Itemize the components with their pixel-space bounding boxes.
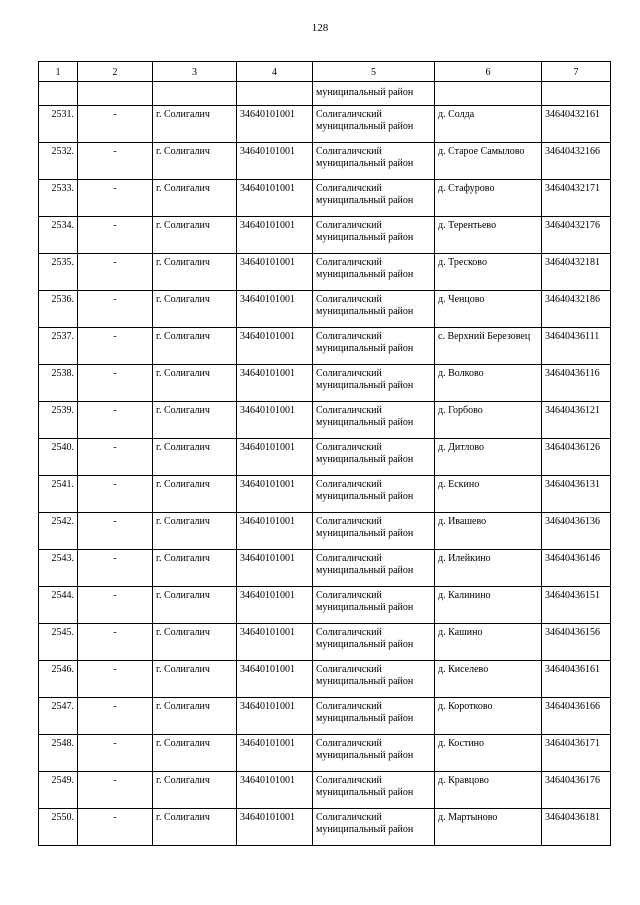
cell-empty xyxy=(435,82,542,106)
cell-district xyxy=(313,143,435,180)
cell-row-number: 2543. xyxy=(39,550,78,587)
cell-district-continuation: муниципальный район xyxy=(313,82,435,106)
cell-city-code: 34640101001 xyxy=(237,661,313,698)
district-type: муниципальный район xyxy=(316,565,414,576)
cell-district xyxy=(313,735,435,772)
district-type: муниципальный район xyxy=(316,787,414,798)
cell-district xyxy=(313,180,435,217)
cell-dash: - xyxy=(78,328,153,365)
district-name: Солигаличский xyxy=(316,738,382,749)
cell-row-number: 2533. xyxy=(39,180,78,217)
cell-city-code: 34640101001 xyxy=(237,328,313,365)
cell-row-number: 2550. xyxy=(39,809,78,846)
cell-oktmo-code: 34640436176 xyxy=(542,772,611,809)
table-row xyxy=(39,661,611,698)
cell-oktmo-code: 34640432176 xyxy=(542,217,611,254)
cell-dash: - xyxy=(78,772,153,809)
cell-city: г. Солигалич xyxy=(153,402,237,439)
cell-district xyxy=(313,587,435,624)
cell-city-code: 34640101001 xyxy=(237,143,313,180)
district-name: Солигаличский xyxy=(316,664,382,675)
continuation-row xyxy=(39,82,611,106)
district-type: муниципальный район xyxy=(316,602,414,613)
cell-city-code: 34640101001 xyxy=(237,439,313,476)
cell-locality: д. Кравцово xyxy=(435,772,542,809)
district-name: Солигаличский xyxy=(316,183,382,194)
table-row xyxy=(39,106,611,143)
cell-oktmo-code: 34640432171 xyxy=(542,180,611,217)
cell-oktmo-code: 34640432166 xyxy=(542,143,611,180)
cell-dash: - xyxy=(78,402,153,439)
district-name: Солигаличский xyxy=(316,109,382,120)
cell-empty xyxy=(39,82,78,106)
district-name: Солигаличский xyxy=(316,516,382,527)
cell-dash: - xyxy=(78,254,153,291)
cell-row-number: 2539. xyxy=(39,402,78,439)
cell-empty xyxy=(153,82,237,106)
table-row xyxy=(39,291,611,328)
district-name: Солигаличский xyxy=(316,220,382,231)
cell-oktmo-code: 34640436156 xyxy=(542,624,611,661)
cell-city: г. Солигалич xyxy=(153,476,237,513)
cell-district xyxy=(313,106,435,143)
cell-dash: - xyxy=(78,217,153,254)
column-header-4: 4 xyxy=(237,62,313,82)
district-name: Солигаличский xyxy=(316,442,382,453)
cell-oktmo-code: 34640436121 xyxy=(542,402,611,439)
cell-city-code: 34640101001 xyxy=(237,735,313,772)
cell-dash: - xyxy=(78,143,153,180)
cell-row-number: 2540. xyxy=(39,439,78,476)
cell-row-number: 2536. xyxy=(39,291,78,328)
cell-locality: д. Дитлово xyxy=(435,439,542,476)
district-type: муниципальный район xyxy=(316,195,414,206)
cell-city: г. Солигалич xyxy=(153,661,237,698)
cell-locality: д. Киселево xyxy=(435,661,542,698)
cell-dash: - xyxy=(78,809,153,846)
cell-locality: д. Ченцово xyxy=(435,291,542,328)
district-name: Солигаличский xyxy=(316,590,382,601)
table-row xyxy=(39,476,611,513)
cell-district xyxy=(313,809,435,846)
cell-dash: - xyxy=(78,180,153,217)
district-type: муниципальный район xyxy=(316,417,414,428)
cell-oktmo-code: 34640436151 xyxy=(542,587,611,624)
cell-empty xyxy=(542,82,611,106)
cell-oktmo-code: 34640432186 xyxy=(542,291,611,328)
cell-locality: д. Волково xyxy=(435,365,542,402)
district-name: Солигаличский xyxy=(316,812,382,823)
district-type: муниципальный район xyxy=(316,269,414,280)
cell-oktmo-code: 34640432161 xyxy=(542,106,611,143)
table-row xyxy=(39,735,611,772)
district-name: Солигаличский xyxy=(316,294,382,305)
cell-district xyxy=(313,698,435,735)
district-type: муниципальный район xyxy=(316,750,414,761)
cell-dash: - xyxy=(78,698,153,735)
cell-district xyxy=(313,661,435,698)
cell-locality: д. Мартыново xyxy=(435,809,542,846)
cell-city-code: 34640101001 xyxy=(237,513,313,550)
cell-district xyxy=(313,513,435,550)
district-type: муниципальный район xyxy=(316,454,414,465)
cell-locality: д. Старое Самылово xyxy=(435,143,542,180)
cell-row-number: 2542. xyxy=(39,513,78,550)
table-row xyxy=(39,587,611,624)
district-name: Солигаличский xyxy=(316,331,382,342)
cell-oktmo-code: 34640436181 xyxy=(542,809,611,846)
cell-locality: д. Ивашево xyxy=(435,513,542,550)
district-name: Солигаличский xyxy=(316,701,382,712)
cell-oktmo-code: 34640436171 xyxy=(542,735,611,772)
cell-row-number: 2538. xyxy=(39,365,78,402)
cell-locality: д. Кашино xyxy=(435,624,542,661)
district-name: Солигаличский xyxy=(316,479,382,490)
cell-dash: - xyxy=(78,476,153,513)
cell-city: г. Солигалич xyxy=(153,106,237,143)
cell-locality: д. Терентьево xyxy=(435,217,542,254)
table-row xyxy=(39,624,611,661)
cell-district xyxy=(313,772,435,809)
cell-city-code: 34640101001 xyxy=(237,550,313,587)
cell-dash: - xyxy=(78,624,153,661)
table-row xyxy=(39,365,611,402)
table-row xyxy=(39,513,611,550)
cell-row-number: 2548. xyxy=(39,735,78,772)
cell-row-number: 2531. xyxy=(39,106,78,143)
cell-city: г. Солигалич xyxy=(153,513,237,550)
cell-city-code: 34640101001 xyxy=(237,180,313,217)
cell-city-code: 34640101001 xyxy=(237,291,313,328)
cell-row-number: 2532. xyxy=(39,143,78,180)
district-type: муниципальный район xyxy=(316,158,414,169)
table-row xyxy=(39,143,611,180)
district-name: Солигаличский xyxy=(316,627,382,638)
cell-row-number: 2537. xyxy=(39,328,78,365)
cell-oktmo-code: 34640436131 xyxy=(542,476,611,513)
cell-locality: д. Калинино xyxy=(435,587,542,624)
cell-dash: - xyxy=(78,661,153,698)
cell-locality: д. Тресково xyxy=(435,254,542,291)
cell-city-code: 34640101001 xyxy=(237,698,313,735)
cell-city-code: 34640101001 xyxy=(237,809,313,846)
district-type: муниципальный район xyxy=(316,232,414,243)
column-header-1: 1 xyxy=(39,62,78,82)
cell-city: г. Солигалич xyxy=(153,698,237,735)
cell-city-code: 34640101001 xyxy=(237,476,313,513)
column-header-5: 5 xyxy=(313,62,435,82)
table-row xyxy=(39,328,611,365)
district-name: Солигаличский xyxy=(316,775,382,786)
cell-district xyxy=(313,439,435,476)
cell-empty xyxy=(78,82,153,106)
cell-oktmo-code: 34640436126 xyxy=(542,439,611,476)
cell-dash: - xyxy=(78,106,153,143)
district-type: муниципальный район xyxy=(316,713,414,724)
cell-city: г. Солигалич xyxy=(153,587,237,624)
cell-dash: - xyxy=(78,587,153,624)
cell-oktmo-code: 34640436116 xyxy=(542,365,611,402)
cell-city-code: 34640101001 xyxy=(237,402,313,439)
cell-city: г. Солигалич xyxy=(153,180,237,217)
cell-row-number: 2546. xyxy=(39,661,78,698)
cell-oktmo-code: 34640436136 xyxy=(542,513,611,550)
cell-oktmo-code: 34640436166 xyxy=(542,698,611,735)
cell-city: г. Солигалич xyxy=(153,291,237,328)
table-row xyxy=(39,180,611,217)
cell-locality: с. Верхний Березовец xyxy=(435,328,542,365)
district-type: муниципальный район xyxy=(316,343,414,354)
cell-city: г. Солигалич xyxy=(153,735,237,772)
cell-city: г. Солигалич xyxy=(153,550,237,587)
cell-city-code: 34640101001 xyxy=(237,254,313,291)
table-row xyxy=(39,772,611,809)
cell-dash: - xyxy=(78,735,153,772)
cell-row-number: 2545. xyxy=(39,624,78,661)
column-header-3: 3 xyxy=(153,62,237,82)
column-header-7: 7 xyxy=(542,62,611,82)
table-row xyxy=(39,698,611,735)
district-type: муниципальный район xyxy=(316,491,414,502)
cell-dash: - xyxy=(78,513,153,550)
registry-table xyxy=(38,61,611,846)
cell-oktmo-code: 34640432181 xyxy=(542,254,611,291)
district-name: Солигаличский xyxy=(316,257,382,268)
cell-locality: д. Горбово xyxy=(435,402,542,439)
cell-row-number: 2549. xyxy=(39,772,78,809)
cell-locality: д. Стафурово xyxy=(435,180,542,217)
column-header-2: 2 xyxy=(78,62,153,82)
cell-row-number: 2547. xyxy=(39,698,78,735)
cell-row-number: 2534. xyxy=(39,217,78,254)
cell-city-code: 34640101001 xyxy=(237,624,313,661)
cell-locality: д. Костино xyxy=(435,735,542,772)
cell-district xyxy=(313,550,435,587)
cell-oktmo-code: 34640436111 xyxy=(542,328,611,365)
district-type: муниципальный район xyxy=(316,824,414,835)
table-row xyxy=(39,402,611,439)
cell-district xyxy=(313,476,435,513)
cell-city: г. Солигалич xyxy=(153,254,237,291)
cell-district xyxy=(313,328,435,365)
cell-dash: - xyxy=(78,439,153,476)
cell-city: г. Солигалич xyxy=(153,624,237,661)
cell-city-code: 34640101001 xyxy=(237,587,313,624)
cell-city: г. Солигалич xyxy=(153,328,237,365)
cell-city: г. Солигалич xyxy=(153,809,237,846)
cell-dash: - xyxy=(78,365,153,402)
cell-locality: д. Коротково xyxy=(435,698,542,735)
cell-district xyxy=(313,254,435,291)
cell-row-number: 2544. xyxy=(39,587,78,624)
table-row xyxy=(39,217,611,254)
cell-district xyxy=(313,624,435,661)
cell-row-number: 2535. xyxy=(39,254,78,291)
column-header-6: 6 xyxy=(435,62,542,82)
cell-empty xyxy=(237,82,313,106)
column-number-row xyxy=(39,62,611,82)
table-row xyxy=(39,550,611,587)
cell-district xyxy=(313,217,435,254)
cell-city-code: 34640101001 xyxy=(237,106,313,143)
cell-locality: д. Ескино xyxy=(435,476,542,513)
district-name: Солигаличский xyxy=(316,146,382,157)
district-type: муниципальный район xyxy=(316,639,414,650)
cell-district xyxy=(313,365,435,402)
cell-city: г. Солигалич xyxy=(153,143,237,180)
cell-row-number: 2541. xyxy=(39,476,78,513)
table-row xyxy=(39,809,611,846)
district-name: Солигаличский xyxy=(316,368,382,379)
district-type: муниципальный район xyxy=(316,121,414,132)
cell-dash: - xyxy=(78,291,153,328)
cell-locality: д. Илейкино xyxy=(435,550,542,587)
table-row xyxy=(39,254,611,291)
district-type: муниципальный район xyxy=(316,676,414,687)
district-name: Солигаличский xyxy=(316,405,382,416)
cell-district xyxy=(313,291,435,328)
cell-district xyxy=(313,402,435,439)
cell-city: г. Солигалич xyxy=(153,365,237,402)
district-name: Солигаличский xyxy=(316,553,382,564)
table-row xyxy=(39,439,611,476)
cell-city: г. Солигалич xyxy=(153,217,237,254)
cell-city-code: 34640101001 xyxy=(237,217,313,254)
cell-city-code: 34640101001 xyxy=(237,772,313,809)
district-type: муниципальный район xyxy=(316,528,414,539)
cell-city: г. Солигалич xyxy=(153,439,237,476)
cell-oktmo-code: 34640436161 xyxy=(542,661,611,698)
district-type: муниципальный район xyxy=(316,306,414,317)
district-type: муниципальный район xyxy=(316,380,414,391)
page-number: 128 xyxy=(311,22,329,34)
cell-city-code: 34640101001 xyxy=(237,365,313,402)
cell-locality: д. Солда xyxy=(435,106,542,143)
cell-city: г. Солигалич xyxy=(153,772,237,809)
cell-dash: - xyxy=(78,550,153,587)
cell-oktmo-code: 34640436146 xyxy=(542,550,611,587)
